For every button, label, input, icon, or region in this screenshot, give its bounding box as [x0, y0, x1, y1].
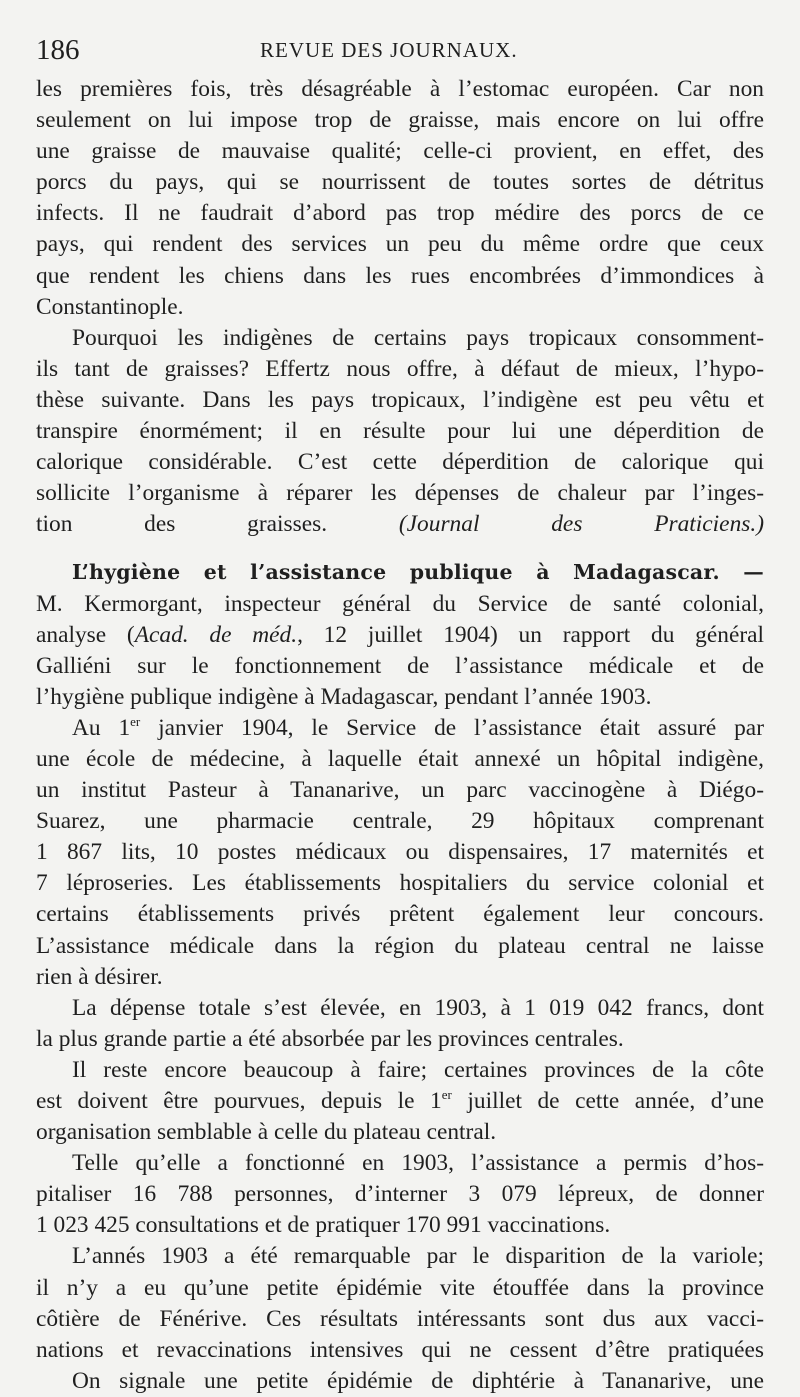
superscript: er — [441, 1087, 452, 1103]
text-line: un institut Pasteur à Tananarive, un parc vaccinogène à Diégo- — [36, 777, 764, 804]
text-line: pays, qui rendent des services un peu du même ordre que ceux — [36, 231, 764, 258]
text-line: ils tant de graisses? Effertz nous offre, à défaut de mieux, l’hypo- — [36, 355, 764, 382]
text-line: L’assistance médicale dans la région du plateau central ne laisse — [36, 932, 764, 959]
text-fragment: analyse ( — [36, 621, 135, 648]
page-number: 186 — [36, 34, 80, 66]
text-line: il n’y a eu qu’une petite épidémie vite étouffée dans la province — [36, 1274, 764, 1301]
text-line: une école de médecine, à laquelle était annexé un hôpital indigène, — [36, 745, 764, 772]
text-line: l’hygiène publique indigène à Madagascar, pendant l’année 1903. — [36, 683, 652, 710]
text-line: certains établissements privés prêtent également leur concours. — [36, 901, 764, 928]
text-line: sollicite l’organisme à réparer les dépenses de chaleur par l’inges- — [36, 480, 764, 507]
text-line: 1 867 lits, 10 postes médicaux ou dispensaires, 17 maternités et — [36, 839, 764, 866]
text-line — [36, 713, 764, 744]
text-line: transpire énormément; il en résulte pour lui une déperdition de — [36, 418, 764, 445]
text-line: 7 léproseries. Les établissements hospitaliers du service colonial et — [36, 870, 764, 897]
text-line: L’annés 1903 a été remarquable par le disparition de la variole; — [72, 1243, 764, 1270]
text-line: seulement on lui impose trop de graisse, mais encore on lui offre — [36, 107, 764, 134]
text-line: Galliéni sur le fonctionnement de l’assistance médicale et de — [36, 652, 764, 679]
text-line: la plus grande partie a été absorbée par les provinces centrales. — [36, 1025, 624, 1052]
running-title: REVUE DES JOURNAUX. — [260, 38, 518, 62]
text-line: On signale une petite épidémie de diphtérie à Tananarive, une — [72, 1367, 764, 1394]
text-line: Suarez, une pharmacie centrale, 29 hôpitaux comprenant — [36, 808, 764, 835]
text-fragment: est doivent être pourvues, depuis le 1 — [36, 1088, 442, 1114]
text-fragment: juillet de cette année, d’une — [451, 1088, 764, 1114]
source-citation: (Journal des Praticiens.) — [398, 511, 765, 538]
text-line: une graisse de mauvaise qualité; celle-ci provient, en effet, des — [36, 138, 764, 165]
text-line: porcs du pays, qui se nourrissent de toutes sortes de détritus — [36, 169, 764, 196]
text-line: infects. Il ne faudrait d’abord pas trop médire des porcs de ce — [36, 200, 764, 227]
text-line: les premières fois, très désagréable à l’estomac européen. Car non — [36, 76, 764, 102]
source-citation: Acad. de méd. — [134, 621, 298, 648]
text-line: côtière de Fénérive. Ces résultats intéressants sont dus aux vacci- — [36, 1305, 764, 1332]
text-line: nations et revaccinations intensives qui ne cessent d’être pratiquées — [36, 1336, 764, 1363]
article-body — [36, 74, 764, 1397]
superscript: er — [130, 714, 141, 730]
text-line: Il reste encore beaucoup à faire; certaines provinces de la côte — [72, 1056, 764, 1083]
text-line: La dépense totale s’est élevée, en 1903, à 1 019 042 francs, dont — [72, 994, 764, 1021]
text-line: rien à désirer. — [36, 963, 163, 990]
text-line — [36, 620, 764, 651]
page-header — [36, 30, 766, 70]
section-gap — [36, 540, 764, 557]
text-line: calorique considérable. C’est cette déperdition de calorique qui — [36, 449, 764, 476]
text-fragment: tion des graisses. — [36, 511, 328, 538]
text-line: Constantinople. — [36, 293, 184, 320]
text-fragment: , 12 juillet 1904) un rapport du général — [297, 621, 765, 648]
text-fragment: janvier 1904, le Service de l’assistance était assuré par — [140, 714, 764, 741]
text-line: organisation semblable à celle du plateau central. — [36, 1119, 497, 1146]
text-line: pitaliser 16 788 personnes, d’interner 3 079 lépreux, de donner — [36, 1181, 764, 1208]
text-line: Pourquoi les indigènes de certains pays tropicaux consomment- — [72, 324, 764, 351]
text-line — [36, 509, 764, 540]
text-fragment: Au 1 — [72, 714, 131, 741]
text-line: Telle qu’elle a fonctionné en 1903, l’assistance a permis d’hos- — [72, 1150, 764, 1177]
section-heading-line — [36, 557, 764, 588]
text-line: 1 023 425 consultations et de pratiquer 170 991 vaccinations. — [36, 1212, 611, 1239]
section-title: L’hygiène et l’assistance publique à Madagascar. — — [72, 560, 764, 585]
text-line: thèse suivante. Dans les pays tropicaux, l’indigène est peu vêtu et — [36, 386, 764, 413]
text-line: que rendent les chiens dans les rues encombrées d’immondices à — [36, 262, 764, 289]
text-line — [36, 1086, 764, 1117]
text-line: M. Kermorgant, inspecteur général du Service de santé colonial, — [36, 590, 764, 617]
